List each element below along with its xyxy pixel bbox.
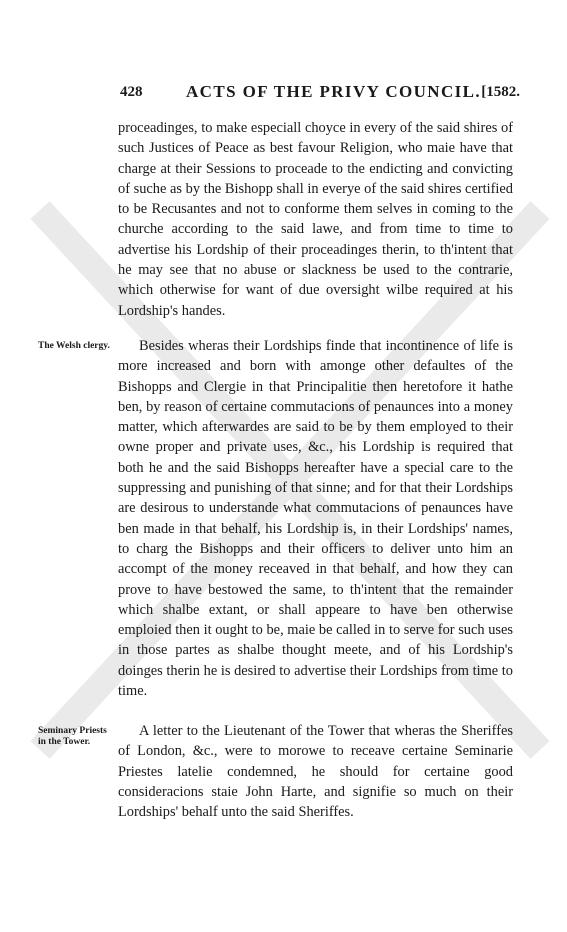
running-header — [120, 80, 520, 104]
paragraph-recusants: proceadinges, to make especiall choyce in every of the said shires of such Justices of Peace as best favour Religion, who maie have that charge at their Sessions to proceade to the endicting and convicting of suche as by the Bishopp shall in everye of the said shires certified to be Recusantes and not to conforme them selves in coming to the churche according to the said lawe, and from time to time to advertise his Lordship of their proceadinges therin, to th'intent that he may see that no abuse or slackness be used to the contrarie, which otherwise for want of due oversight wilbe required at his Lordship's handes. — [118, 120, 513, 319]
paragraph-seminary-priests: A letter to the Lieutenant of the Tower that wheras the Sheriffes of London, &c., were to morowe to receave certaine Seminarie Priestes latelie condemned, he should for certaine good consideracions staie John Harte, and signifie so much on their Lordships' behalf unto the said Sheriffes. — [118, 723, 513, 821]
sidenote-welsh-clergy: The Welsh clergy. — [38, 341, 110, 351]
sidenote-seminary-priests: Seminary Priests in the Tower. — [38, 726, 107, 747]
year-label: [1582. — [481, 84, 520, 100]
running-title: ACTS OF THE PRIVY COUNCIL. — [186, 82, 482, 101]
paragraph-welsh-clergy: Besides wheras their Lordships finde that incontinence of life is more increased and born with amonge other defaultes of the Bishopps and Clergie in that Principalitie then heretofore it hathe ben, by reason of certaine commutacions of penaunces into a money matter, which afterwardes are said to be by them employed to their owne proper and private uses, &c., his Lordship is required that both he and the said Bishopps hereafter have a special care to the suppressing and punishing of that sinne; and for that their Lordships are desirous to understande what commutacions of penaunces have ben made in that behalf, his Lordship is, in their Lordships' names, to charg the Bishopps and their officers to deliver unto him an accompt of the money receaved in that behalf, and how they can prove to have bestowed the same, to th'intent that the remainder which shalbe extant, or shall appeare to have ben otherwise emploied then it ought to be, maie be called in to serve for such uses in those partes as shalbe thought meete, and of his Lordship's doinges therin he is desired to advertise their Lordships from time to time. — [118, 338, 513, 700]
page-number: 428 — [120, 84, 143, 100]
